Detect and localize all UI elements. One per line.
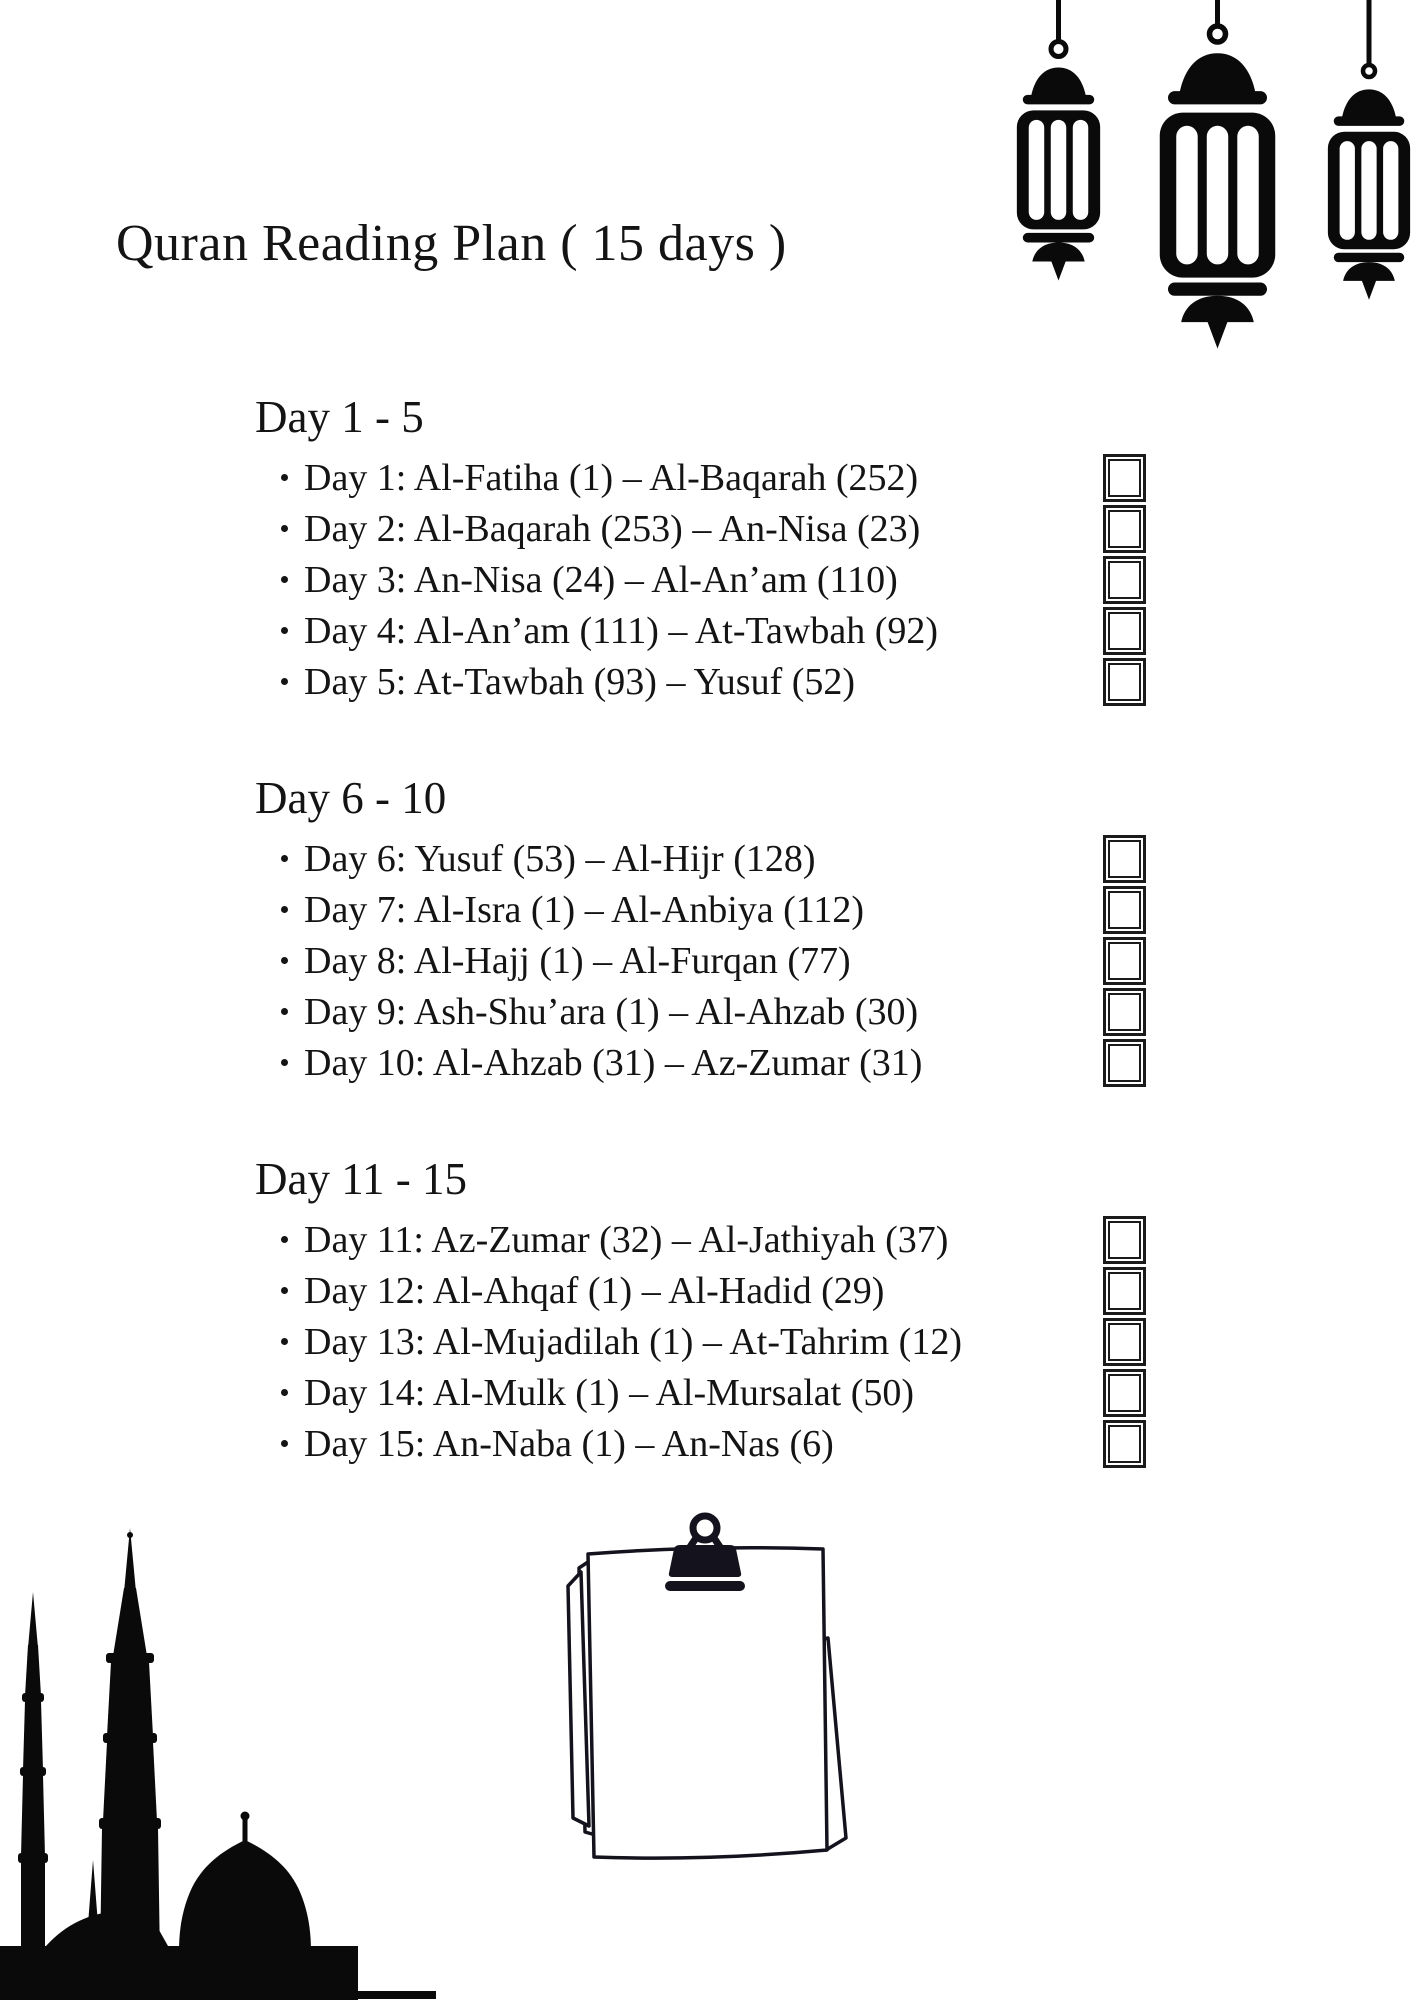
plan-item-row bbox=[255, 1418, 1150, 1469]
lantern-icon bbox=[999, 0, 1118, 282]
bullet-icon bbox=[281, 1008, 288, 1015]
plan-item-row bbox=[255, 1214, 1150, 1265]
bullet-icon bbox=[281, 855, 288, 862]
plan-item-row bbox=[255, 1316, 1150, 1367]
bullet-icon bbox=[281, 1287, 288, 1294]
checkbox[interactable] bbox=[1103, 1318, 1146, 1366]
checkbox[interactable] bbox=[1103, 607, 1146, 655]
bullet-icon bbox=[281, 906, 288, 913]
plan-item-label: Day 9: Ash-Shu’ara (1) – Al-Ahzab (30) bbox=[304, 990, 919, 1033]
plan-item-row bbox=[255, 656, 1150, 707]
plan-item-list bbox=[255, 1214, 1150, 1469]
bullet-icon bbox=[281, 627, 288, 634]
checkbox[interactable] bbox=[1103, 454, 1146, 502]
plan-item-label: Day 6: Yusuf (53) – Al-Hijr (128) bbox=[304, 837, 816, 880]
bullet-icon bbox=[281, 678, 288, 685]
checkbox[interactable] bbox=[1103, 556, 1146, 604]
plan-item-label: Day 2: Al-Baqarah (253) – An-Nisa (23) bbox=[304, 507, 921, 550]
checkbox[interactable] bbox=[1103, 1420, 1146, 1468]
checkbox[interactable] bbox=[1103, 658, 1146, 706]
bullet-icon bbox=[281, 1338, 288, 1345]
plan-item-label: Day 13: Al-Mujadilah (1) – At-Tahrim (12) bbox=[304, 1320, 962, 1363]
lantern-icon bbox=[1310, 0, 1414, 302]
plan-item-label: Day 3: An-Nisa (24) – Al-An’am (110) bbox=[304, 558, 898, 601]
plan-item-label: Day 5: At-Tawbah (93) – Yusuf (52) bbox=[304, 660, 856, 703]
plan-item-label: Day 8: Al-Hajj (1) – Al-Furqan (77) bbox=[304, 939, 851, 982]
checkbox[interactable] bbox=[1103, 1369, 1146, 1417]
bullet-icon bbox=[281, 1059, 288, 1066]
plan-item-row bbox=[255, 1037, 1150, 1088]
clipboard-icon bbox=[555, 1500, 855, 1875]
plan-item-row bbox=[255, 605, 1150, 656]
plan-item-row bbox=[255, 1265, 1150, 1316]
checkbox[interactable] bbox=[1103, 505, 1146, 553]
checkbox[interactable] bbox=[1103, 835, 1146, 883]
plan-item-row bbox=[255, 935, 1150, 986]
plan-section bbox=[255, 1152, 1150, 1469]
checkbox[interactable] bbox=[1103, 1267, 1146, 1315]
mosque-silhouette-icon bbox=[0, 1480, 440, 2000]
checkbox[interactable] bbox=[1103, 1039, 1146, 1087]
plan-item-row bbox=[255, 884, 1150, 935]
section-title: Day 6 - 10 bbox=[255, 773, 447, 823]
plan-section bbox=[255, 771, 1150, 1088]
plan-item-label: Day 10: Al-Ahzab (31) – Az-Zumar (31) bbox=[304, 1041, 923, 1084]
section-title: Day 11 - 15 bbox=[255, 1154, 468, 1204]
plan-item-list bbox=[255, 833, 1150, 1088]
plan-item-label: Day 1: Al-Fatiha (1) – Al-Baqarah (252) bbox=[304, 456, 919, 499]
bullet-icon bbox=[281, 576, 288, 583]
plan-item-row bbox=[255, 452, 1150, 503]
plan-item-row bbox=[255, 503, 1150, 554]
checkbox[interactable] bbox=[1103, 886, 1146, 934]
plan-item-label: Day 7: Al-Isra (1) – Al-Anbiya (112) bbox=[304, 888, 865, 931]
page-title: Quran Reading Plan ( 15 days ) bbox=[116, 215, 787, 272]
plan-item-row bbox=[255, 554, 1150, 605]
bullet-icon bbox=[281, 1389, 288, 1396]
plan-section bbox=[255, 390, 1150, 707]
bullet-icon bbox=[281, 1236, 288, 1243]
plan-item-row bbox=[255, 1367, 1150, 1418]
bullet-icon bbox=[281, 525, 288, 532]
plan-item-label: Day 12: Al-Ahqaf (1) – Al-Hadid (29) bbox=[304, 1269, 885, 1312]
plan-item-row bbox=[255, 833, 1150, 884]
checkbox[interactable] bbox=[1103, 988, 1146, 1036]
bullet-icon bbox=[281, 957, 288, 964]
plan-item-label: Day 15: An-Naba (1) – An-Nas (6) bbox=[304, 1422, 834, 1465]
lantern-icon bbox=[1135, 0, 1300, 352]
section-title: Day 1 - 5 bbox=[255, 392, 424, 442]
plan-item-label: Day 4: Al-An’am (111) – At-Tawbah (92) bbox=[304, 609, 939, 652]
plan-item-label: Day 11: Az-Zumar (32) – Al-Jathiyah (37) bbox=[304, 1218, 949, 1261]
plan-item-list bbox=[255, 452, 1150, 707]
bullet-icon bbox=[281, 474, 288, 481]
checkbox[interactable] bbox=[1103, 1216, 1146, 1264]
bullet-icon bbox=[281, 1440, 288, 1447]
reading-plan bbox=[255, 390, 1150, 1533]
checkbox[interactable] bbox=[1103, 937, 1146, 985]
plan-item-row bbox=[255, 986, 1150, 1037]
plan-item-label: Day 14: Al-Mulk (1) – Al-Mursalat (50) bbox=[304, 1371, 915, 1414]
